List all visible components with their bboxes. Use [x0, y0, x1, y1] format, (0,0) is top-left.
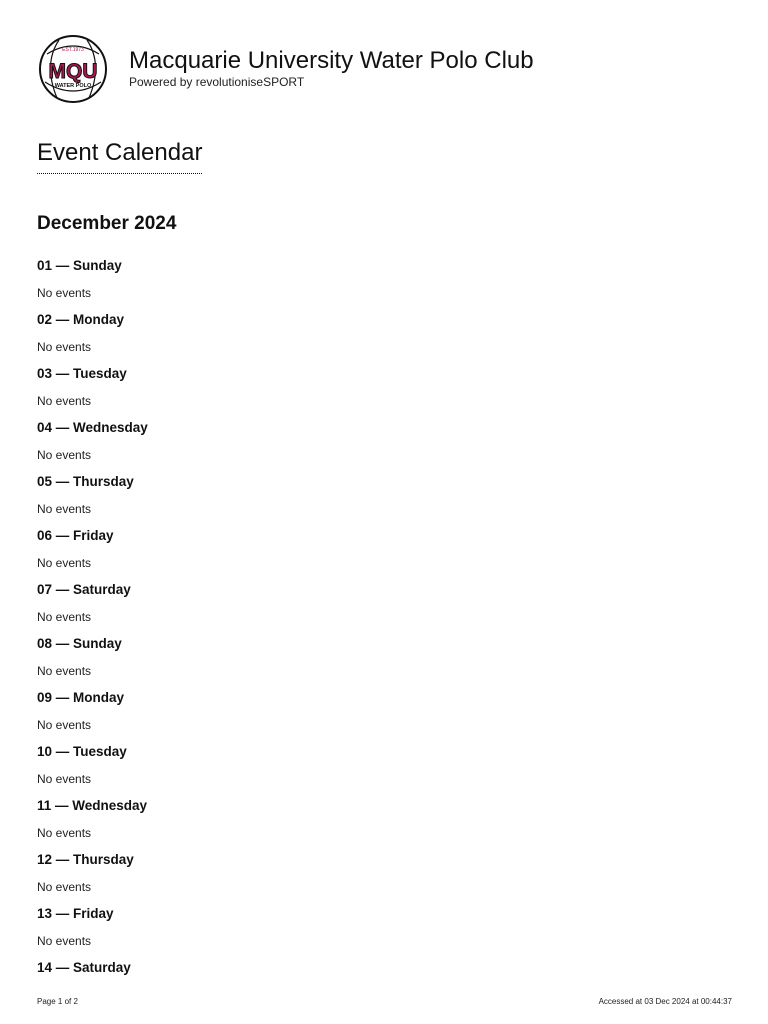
month-heading: December 2024	[37, 213, 177, 234]
day-status: No events	[37, 340, 92, 354]
day-entry	[37, 580, 737, 634]
day-status: No events	[37, 934, 92, 948]
day-status: No events	[37, 502, 92, 516]
day-entry	[37, 472, 737, 526]
day-title: 11 — Wednesday	[37, 798, 148, 813]
day-entry	[37, 688, 737, 742]
day-list	[37, 256, 737, 1012]
day-entry	[37, 526, 737, 580]
day-title: 05 — Thursday	[37, 474, 134, 489]
day-entry	[37, 256, 737, 310]
accessed-timestamp: Accessed at 03 Dec 2024 at 00:44:37	[598, 997, 732, 1006]
day-status: No events	[37, 880, 92, 894]
page-header	[37, 34, 737, 104]
day-status: No events	[37, 772, 92, 786]
powered-by-text: Powered by revolutioniseSPORT	[129, 75, 305, 89]
club-name: Macquarie University Water Polo Club	[129, 47, 534, 74]
day-title: 14 — Saturday	[37, 960, 131, 975]
day-entry	[37, 634, 737, 688]
logo-sub-text: WATER POLO	[54, 83, 92, 89]
day-entry	[37, 310, 737, 364]
day-entry	[37, 904, 737, 958]
day-status: No events	[37, 718, 92, 732]
day-title: 07 — Saturday	[37, 582, 131, 597]
day-title: 08 — Sunday	[37, 636, 122, 651]
day-title: 10 — Tuesday	[37, 744, 127, 759]
day-status: No events	[37, 286, 92, 300]
day-status: No events	[37, 556, 92, 570]
day-title: 02 — Monday	[37, 312, 125, 327]
day-entry	[37, 850, 737, 904]
day-status: No events	[37, 826, 92, 840]
page-title: Event Calendar	[37, 139, 202, 174]
day-entry	[37, 418, 737, 472]
day-title: 04 — Wednesday	[37, 420, 148, 435]
day-status: No events	[37, 394, 92, 408]
day-title: 06 — Friday	[37, 528, 114, 543]
day-title: 01 — Sunday	[37, 258, 122, 273]
day-title: 03 — Tuesday	[37, 366, 127, 381]
page-number: Page 1 of 2	[37, 997, 78, 1006]
logo-main-text: MQU	[48, 60, 98, 83]
day-entry	[37, 364, 737, 418]
day-status: No events	[37, 664, 92, 678]
day-title: 09 — Monday	[37, 690, 125, 705]
day-status: No events	[37, 610, 92, 624]
day-entry	[37, 796, 737, 850]
day-status: No events	[37, 448, 92, 462]
day-entry	[37, 742, 737, 796]
day-title: 13 — Friday	[37, 906, 114, 921]
club-logo-icon	[37, 34, 109, 104]
day-title: 12 — Thursday	[37, 852, 134, 867]
logo-est-text: EST.1973	[62, 47, 84, 53]
